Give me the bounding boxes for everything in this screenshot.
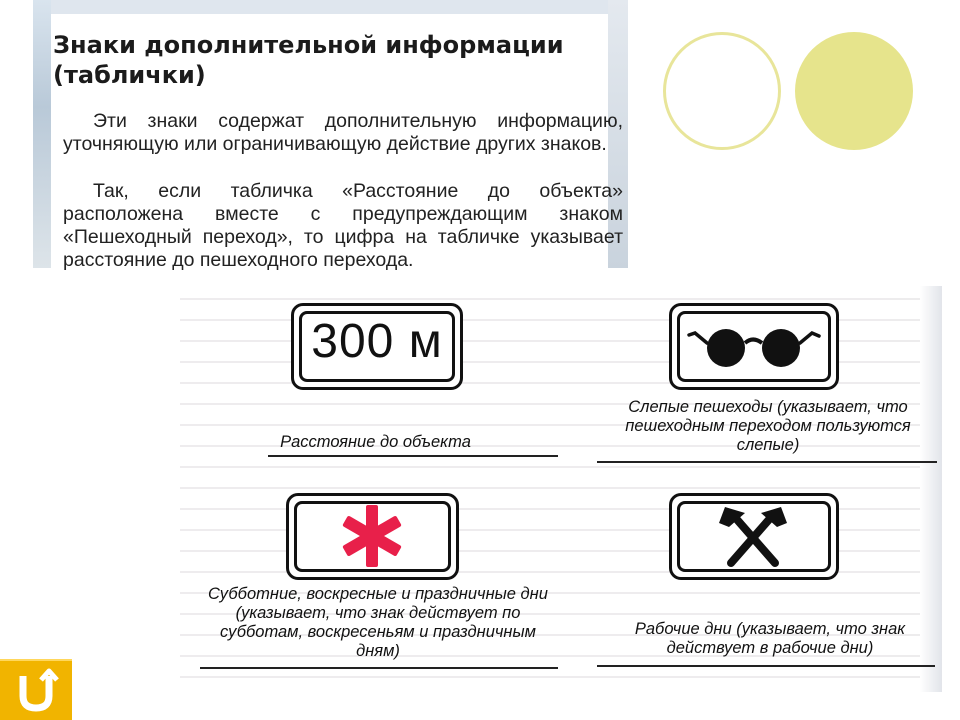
decor-circle-outline (663, 32, 781, 150)
caption-rule-weekend (200, 667, 558, 669)
paragraph-example: Так, если табличка «Расстояние до объекта» расположена вместе с предупреждающим знаком «Пешеходный переход», то цифра на табличке указывает расстояние до пешеходного перехода. (63, 180, 623, 271)
textbook-scan-top (33, 0, 628, 271)
sign-distance-plate (291, 303, 463, 390)
sign-weekend-plate (286, 493, 459, 580)
scan-edge-left (33, 0, 51, 268)
sunglasses-icon (669, 303, 839, 390)
decor-circle-filled (795, 32, 913, 150)
asterisk-icon (286, 493, 459, 580)
caption-weekend: Субботние, воскресные и праздничные дни (указывает, что знак действует по субботам, воскресеньям и праздничным дням) (208, 585, 548, 660)
paragraph-intro: Эти знаки содержат дополнительную информацию, уточняющую или ограничивающую действие других знаков. (63, 110, 623, 155)
caption-distance: Расстояние до объекта (280, 433, 471, 451)
return-arrow-icon (13, 668, 59, 714)
sign-workdays-plate (669, 493, 839, 580)
caption-rule-workdays (597, 665, 935, 667)
page-heading: Знаки дополнительной информации (таблички) (53, 31, 564, 89)
scan-edge-top (51, 0, 608, 14)
caption-workdays: Рабочие дни (указывает, что знак действует в рабочие дни) (634, 620, 906, 657)
crossed-hammers-icon (669, 493, 839, 580)
caption-rule-blind (597, 461, 937, 463)
return-button[interactable] (0, 659, 72, 720)
caption-rule-distance (268, 455, 558, 457)
caption-blind: Слепые пешеходы (указывает, что пешеходным переходом пользуются слепые) (625, 398, 911, 454)
sign-blind-plate (669, 303, 839, 390)
sign-distance-value: 300 м (311, 315, 443, 368)
